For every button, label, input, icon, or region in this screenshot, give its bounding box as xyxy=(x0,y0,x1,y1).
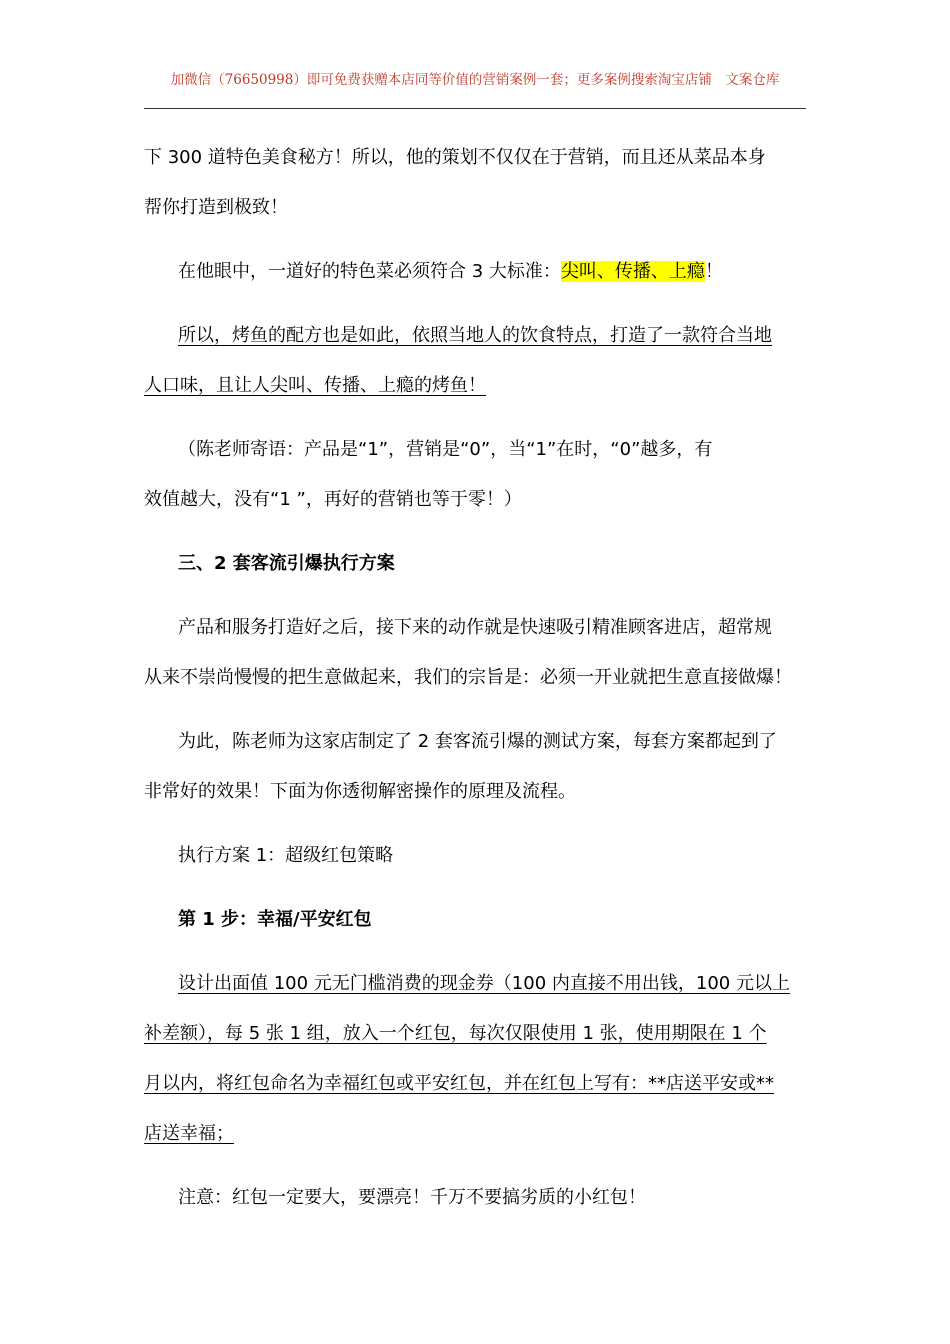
paragraph-attract-customers xyxy=(144,603,812,703)
text-line: （陈老师寄语：产品是“1”，营销是“0”，当“1”在时，“0”越多，有 xyxy=(178,439,713,460)
underlined-text: 人口味，且让人尖叫、传播、上瘾的烤鱼！ xyxy=(144,375,486,396)
header-divider xyxy=(144,108,806,109)
page-header: 加微信（76650998）即可免费获赠本店同等价值的营销案例一套；更多案例搜索淘宝店铺 文案仓库 xyxy=(170,72,780,88)
paragraph-two-plans xyxy=(144,717,812,817)
text-line xyxy=(144,1109,812,1159)
text-line: 从来不崇尚慢慢的把生意做起来，我们的宗旨是：必须一开业就把生意直接做爆！ xyxy=(144,667,792,688)
text-segment: 在他眼中，一道好的特色菜必须符合 3 大标准： xyxy=(178,261,561,282)
text-line xyxy=(144,1009,812,1059)
text-line: 下 300 道特色美食秘方！所以，他的策划不仅仅在于营销，而且还从菜品本身 xyxy=(144,147,766,168)
text-line: 非常好的效果！下面为你透彻解密操作的原理及流程。 xyxy=(144,781,576,802)
underlined-text: 设计出面值 100 元无门槛消费的现金券（100 内直接不用出钱，100 元以上 xyxy=(178,973,790,994)
section-heading xyxy=(144,539,812,589)
text-line: 帮你打造到极致！ xyxy=(144,197,288,218)
plan-title xyxy=(144,831,812,881)
underlined-text: 所以，烤鱼的配方也是如此，依照当地人的饮食特点，打造了一款符合当地 xyxy=(178,325,772,346)
text-line xyxy=(144,959,812,1009)
underlined-text: 月以内，将红包命名为幸福红包或平安红包，并在红包上写有：**店送平安或** xyxy=(144,1073,774,1094)
paragraph-teacher-quote xyxy=(144,425,812,525)
text-line: 为此，陈老师为这家店制定了 2 套客流引爆的测试方案，每套方案都起到了 xyxy=(178,731,777,752)
heading-text: 第 1 步：幸福/平安红包 xyxy=(178,909,372,930)
paragraph-three-standards xyxy=(144,247,812,297)
text-segment: ！ xyxy=(704,261,723,282)
heading-text: 三、2 套客流引爆执行方案 xyxy=(178,553,395,574)
text-line xyxy=(144,311,812,361)
highlighted-text: 尖叫、传播、上瘾 xyxy=(560,261,705,282)
text-line xyxy=(144,247,812,297)
text-line: 效值越大，没有“1 ”，再好的营销也等于零！） xyxy=(144,489,522,510)
paragraph-red-envelope xyxy=(144,959,812,1159)
text-line xyxy=(144,1059,812,1109)
text-line: 注意：红包一定要大，要漂亮！千万不要搞劣质的小红包！ xyxy=(178,1187,646,1208)
text-line xyxy=(144,361,812,411)
text-line: 产品和服务打造好之后，接下来的动作就是快速吸引精准顾客进店，超常规 xyxy=(178,617,772,638)
paragraph-recipes xyxy=(144,133,812,233)
underlined-text: 店送幸福； xyxy=(144,1123,234,1144)
underlined-text: 补差额），每 5 张 1 组，放入一个红包，每次仅限使用 1 张，使用期限在 1 个 xyxy=(144,1023,767,1044)
document-body xyxy=(144,133,812,1237)
paragraph-fish-recipe xyxy=(144,311,812,411)
step-heading xyxy=(144,895,812,945)
paragraph-note xyxy=(144,1173,812,1223)
text-line: 执行方案 1：超级红包策略 xyxy=(178,845,394,866)
